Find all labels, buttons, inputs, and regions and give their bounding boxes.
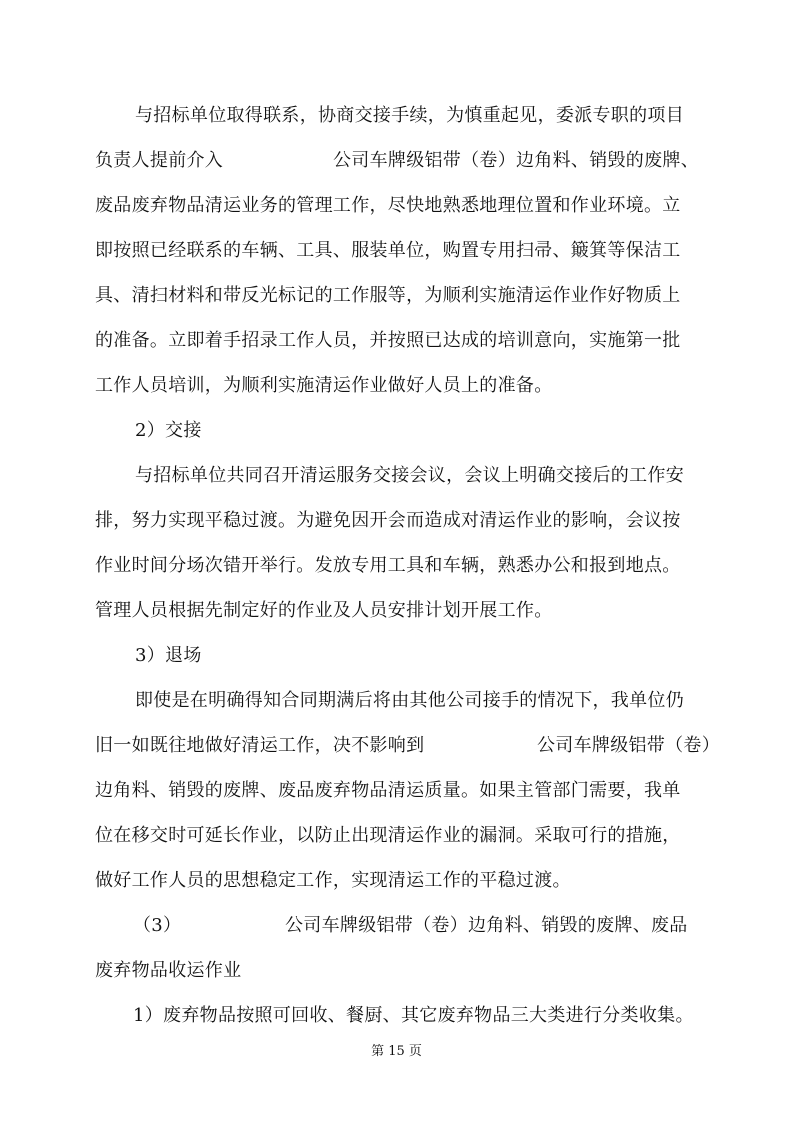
paragraph-line: 负责人提前介入	[95, 150, 224, 171]
paragraph-line: 与招标单位取得联系，协商交接手续，为慎重起见，委派专职的项目	[135, 105, 684, 126]
paragraph-line: 废品废弃物品清运业务的管理工作，尽快地熟悉地理位置和作业环境。立	[95, 195, 681, 216]
section-heading: 3）退场	[135, 645, 202, 666]
paragraph-line: 即使是在明确得知合同期满后将由其他公司接手的情况下，我单位仍	[135, 690, 684, 711]
paragraph-line: 1）废弃物品按照可回收、餐厨、其它废弃物品三大类进行分类收集。	[133, 1005, 694, 1026]
section-heading: 废弃物品收运作业	[95, 960, 242, 981]
paragraph-line: 边角料、销毁的废牌、废品废弃物品清运质量。如果主管部门需要，我单	[95, 780, 681, 801]
section-heading: 2）交接	[135, 420, 202, 441]
section-heading: 公司车牌级铝带（卷）边角料、销毁的废牌、废品	[285, 915, 688, 936]
paragraph-line: 公司车牌级铝带（卷）边角料、销毁的废牌、	[333, 150, 699, 171]
paragraph-line: 作业时间分场次错开举行。发放专用工具和车辆，熟悉办公和报到地点。	[95, 555, 681, 576]
paragraph-line: 的准备。立即着手招录工作人员，并按照已达成的培训意向，实施第一批	[95, 330, 681, 351]
page-number: 第 15 页	[371, 1044, 422, 1059]
paragraph-line: 管理人员根据先制定好的作业及人员安排计划开展工作。	[95, 600, 553, 621]
paragraph-line: 与招标单位共同召开清运服务交接会议，会议上明确交接后的工作安	[135, 465, 684, 486]
paragraph-line: 公司车牌级铝带（卷）	[537, 735, 720, 756]
paragraph-line: 旧一如既往地做好清运工作，决不影响到	[95, 735, 425, 756]
paragraph-line: 具、清扫材料和带反光标记的工作服等，为顺利实施清运作业作好物质上	[95, 285, 681, 306]
section-heading-number: （3）	[133, 915, 182, 936]
paragraph-line: 做好工作人员的思想稳定工作，实现清运工作的平稳过渡。	[95, 870, 571, 891]
paragraph-line: 即按照已经联系的车辆、工具、服装单位，购置专用扫帚、簸箕等保洁工	[95, 240, 681, 261]
paragraph-line: 排，努力实现平稳过渡。为避免因开会而造成对清运作业的影响，会议按	[95, 510, 681, 531]
paragraph-line: 位在移交时可延长作业，以防止出现清运作业的漏洞。采取可行的措施，	[95, 825, 681, 846]
paragraph-line: 工作人员培训，为顺利实施清运作业做好人员上的准备。	[95, 375, 553, 396]
